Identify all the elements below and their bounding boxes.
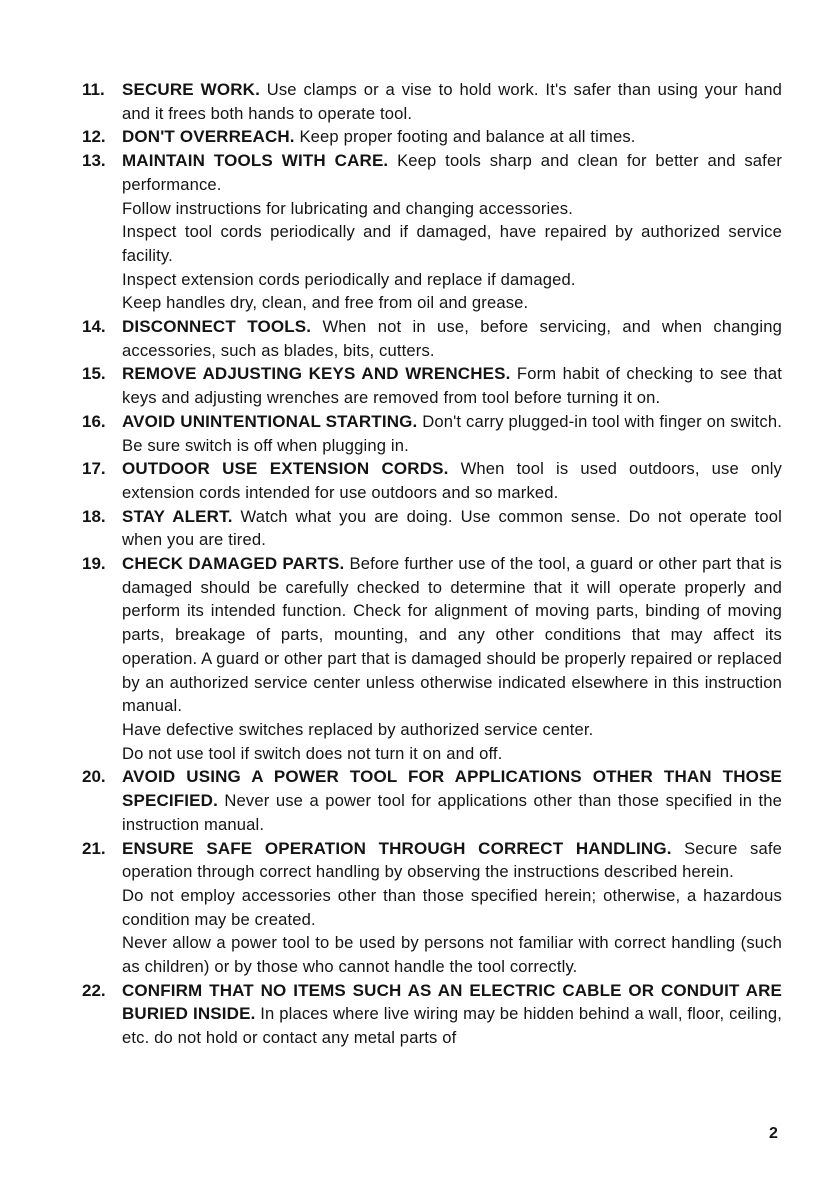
rule-text: [122, 410, 782, 457]
safety-rule-item: [82, 315, 782, 362]
rule-text: [122, 125, 782, 149]
safety-rule-item: [82, 125, 782, 149]
safety-rule-item: [82, 765, 782, 836]
rule-number: 20.: [82, 767, 106, 787]
rule-number: 12.: [82, 127, 106, 147]
rule-heading: DON'T OVERREACH.: [122, 127, 295, 147]
rule-subparagraph: [122, 718, 782, 742]
rule-number: 17.: [82, 459, 106, 479]
rule-body: Watch what you are doing. Use common sense. Do not operate tool when you are tired.: [122, 506, 783, 550]
rule-number: 16.: [82, 411, 106, 431]
rule-subparagraph: [122, 931, 782, 978]
rule-number: 13.: [82, 151, 106, 171]
rule-body: Keep proper footing and balance at all times.: [299, 127, 636, 147]
rule-heading: CONFIRM THAT NO ITEMS SUCH AS AN ELECTRIC CABLE OR CONDUIT ARE BURIED INSIDE.: [122, 980, 782, 1024]
rule-subparagraph: [122, 220, 782, 267]
rule-body: When tool is used outdoors, use only extension cords intended for use outdoors and so marked.: [122, 459, 782, 502]
rule-heading: CHECK DAMAGED PARTS.: [122, 554, 345, 574]
rule-heading: AVOID UNINTENTIONAL STARTING.: [122, 411, 418, 431]
rule-text: [122, 457, 782, 504]
rule-heading: AVOID USING A POWER TOOL FOR APPLICATIONS OTHER THAN THOSE SPECIFIED.: [122, 767, 782, 811]
rule-number: 19.: [82, 554, 106, 574]
rule-number: 22.: [82, 980, 106, 1000]
rule-subparagraph: [122, 291, 782, 315]
safety-rule-item: [82, 979, 782, 1050]
rule-body: Form habit of checking to see that keys and adjusting wrenches are removed from tool before turning it on.: [122, 364, 782, 408]
rule-heading: DISCONNECT TOOLS.: [122, 317, 312, 337]
rule-heading: ENSURE SAFE OPERATION THROUGH CORRECT HANDLING.: [122, 838, 672, 858]
rule-body: Inspect extension cords periodically and replace if damaged.: [122, 269, 576, 289]
rule-number: 15.: [82, 364, 106, 384]
rule-body: Keep handles dry, clean, and free from oil and grease.: [122, 293, 529, 313]
rule-body: Do not use tool if switch does not turn it on and off.: [122, 743, 503, 763]
safety-rules-list: [82, 78, 782, 1050]
rule-heading: REMOVE ADJUSTING KEYS AND WRENCHES.: [122, 364, 511, 384]
rule-heading: MAINTAIN TOOLS WITH CARE.: [122, 151, 389, 171]
safety-rule-item: [82, 78, 782, 125]
safety-rule-item: [82, 505, 782, 552]
rule-body: Secure safe operation through correct handling by observing the instructions described herein.: [122, 838, 782, 882]
rule-text: [122, 315, 782, 362]
rule-heading: OUTDOOR USE EXTENSION CORDS.: [122, 459, 449, 479]
rule-number: 18.: [82, 506, 106, 526]
rule-body: Use clamps or a vise to hold work. It's safer than using your hand and it frees both hands to operate tool.: [122, 80, 782, 123]
rule-text: [122, 837, 782, 884]
rule-text: [122, 78, 782, 125]
rule-subparagraph: [122, 884, 782, 931]
rule-body: Before further use of the tool, a guard or other part that is damaged should be carefully checked to determine that it will operate properly and perform its intended function. Check for alignment of moving parts, binding of moving parts, breakage of parts, mounting, and any other conditions that may affect its operation. A guard or other part that is damaged should be properly repaired or replaced by an authorized service center unless otherwise indicated elsewhere in this instruction manual.: [122, 554, 782, 716]
rule-subparagraph: [122, 197, 782, 221]
rule-body: Follow instructions for lubricating and changing accessories.: [122, 198, 573, 218]
rule-body: Don't carry plugged-in tool with finger on switch. Be sure switch is off when plugging in.: [122, 411, 783, 455]
rule-heading: STAY ALERT.: [122, 506, 233, 526]
safety-rule-item: [82, 837, 782, 979]
rule-subparagraph: [122, 742, 782, 766]
rule-text: [122, 552, 782, 718]
page-number: 2: [769, 1125, 778, 1142]
rule-body: In places where live wiring may be hidden behind a wall, floor, ceiling, etc. do not hold or contact any metal parts of: [122, 1004, 782, 1048]
rule-text: [122, 505, 782, 552]
rule-text: [122, 362, 782, 409]
safety-rule-item: [82, 149, 782, 315]
rule-body: Have defective switches replaced by authorized service center.: [122, 719, 594, 739]
rule-body: Never allow a power tool to be used by persons not familiar with correct handling (such as children) or by those who cannot handle the tool correctly.: [122, 933, 782, 977]
rule-body: Never use a power tool for applications other than those specified in the instruction manual.: [122, 791, 783, 834]
rule-body: Keep tools sharp and clean for better and safer performance.: [122, 151, 783, 194]
safety-rule-item: [82, 457, 782, 504]
rule-number: 21.: [82, 838, 106, 858]
rule-body: Inspect tool cords periodically and if damaged, have repaired by authorized service facility.: [122, 222, 782, 265]
rule-heading: SECURE WORK.: [122, 80, 260, 99]
safety-rule-item: [82, 410, 782, 457]
safety-rule-item: [82, 552, 782, 765]
rule-number: 11.: [82, 80, 105, 99]
rule-text: [122, 765, 782, 836]
rule-subparagraph: [122, 268, 782, 292]
rule-number: 14.: [82, 317, 106, 337]
rule-body: Do not employ accessories other than those specified herein; otherwise, a hazardous condition may be created.: [122, 885, 782, 929]
rule-text: [122, 979, 782, 1050]
safety-rule-item: [82, 362, 782, 409]
rule-body: When not in use, before servicing, and when changing accessories, such as blades, bits, cutters.: [122, 317, 782, 360]
rule-text: [122, 149, 782, 196]
